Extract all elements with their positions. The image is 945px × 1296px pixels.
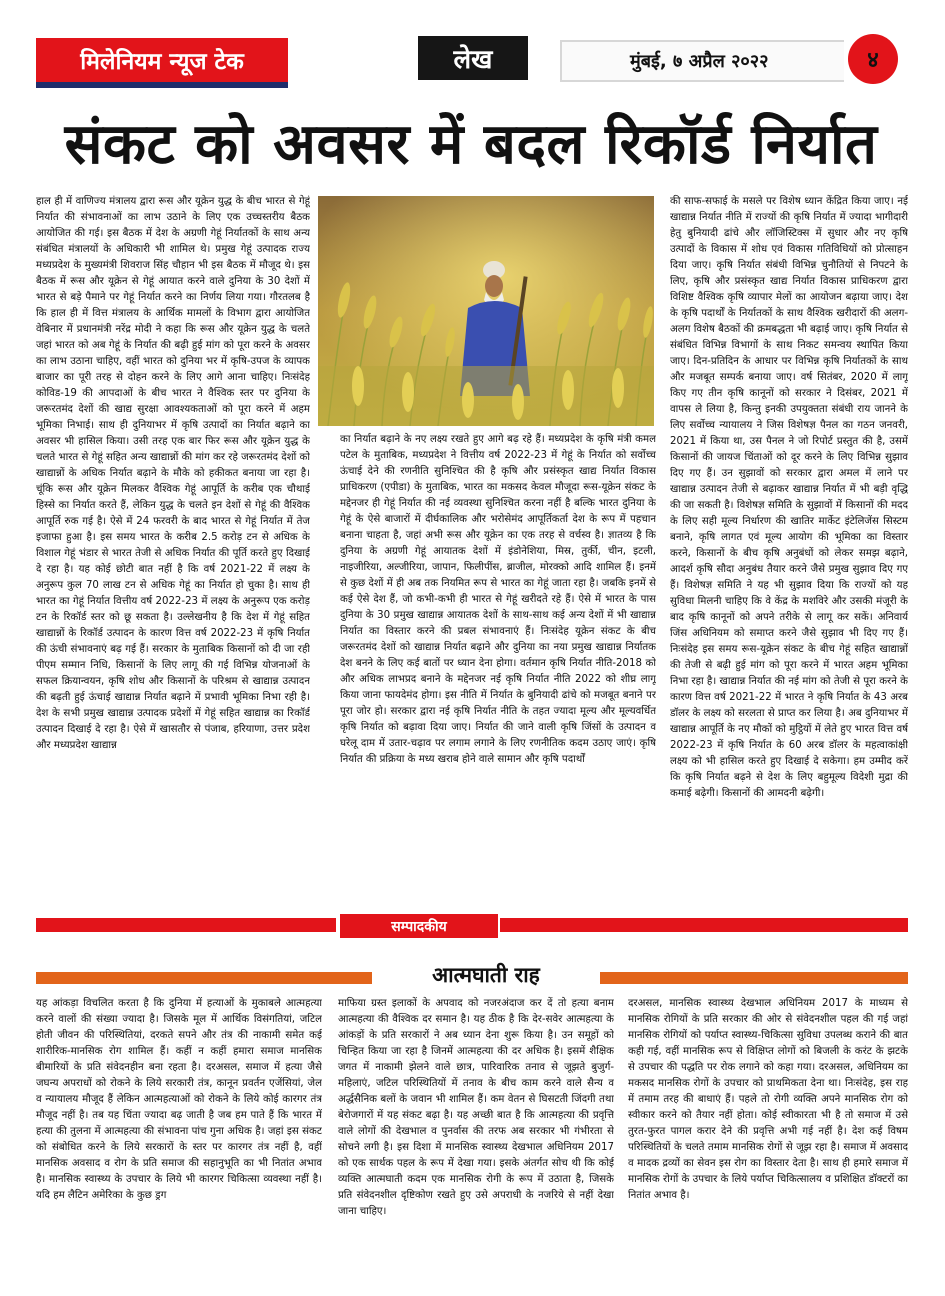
- article-col1-text: हाल ही में वाणिज्य मंत्रालय द्वारा रूस और यूक्रेन युद्ध के बीच भारत से गेहूं निर्यात की संभावनाओं का लाभ उठाने के लिए एक उच्चस्तरीय बैठक आयोजित की गई। इस बैठक में देश के अग्रणी गेहूं निर्यातकों के साथ अन्य संबंधित मंत्रालयों के अधिकारी भी शामिल थे। प्रमुख गेहूं उत्पादक राज्य मध्यप्रदेश के मुख्यमंत्री शिवराज सिंह चौहान भी इस बैठक में मौजूद थे। इस बैठक में रूस और यूक्रेन से गेहूं आयात करने वाले दुनिया के 30 देशों में भारत से बड़े पैमाने पर गेहूं निर्यात करने का निर्णय लिया गया। गौरतलब है कि हाल ही में वित्त मंत्रालय के आर्थिक मामलों के विभाग द्वारा आयोजित वेबिनार में प्रधानमंत्री नरेंद्र मोदी ने कहा कि रूस और यूक्रेन युद्ध के चलते जहां भारत को अब गेहूं के निर्यात की बढ़ी हुई मांग को पूरा करने के अवसर का लाभ उठाना चाहिए, वहीं भारत को दुनिया भर में कृषि-उपज के व्यापक बाजार का पूरी तरह से दोहन करने के लिए आगे आना चाहिए। निःसंदेह कोविड-19 की आपदाओं के बीच भारत ने वैश्विक स्तर पर दुनिया के जरूरतमंद देशों की खाद्य सुरक्षा आवश्यकताओं को पूरा करने में अहम भूमिका निभाई। साथ ही दुनियाभर में कृषि उत्पादों का निर्यात बढ़ाने का अवसर भी हासिल किया। उसी तरह एक बार फिर रूस और यूक्रेन युद्ध के चलते भारत से गेहूं सहित अन्य खाद्यान्नों की मांग कर रहे जरूरतमंद देशों को खाद्यान्नों के अधिक निर्यात बढ़ाने के मौके को हकीकत बनाया जा रहा है। चूंकि रूस और यूक्रेन मिलकर वैश्विक गेहूं आपूर्ति के करीब एक चौथाई हिस्से का निर्यात करते हैं, लेकिन युद्ध के चलते इन देशों से गेहूं की वैश्विक आपूर्ति रुक गई है। ऐसे में 24 फरवरी के बाद भारत से गेहूं निर्यात में तेज इजाफा हुआ है। इस समय भारत के करीब 2.5 करोड़ टन से अधिक के विशाल गेहूं भंडार से भारत तेजी से अधिक निर्यात की पूर्ति करते हुए दिखाई दे रहा है। यह कोई छोटी बात नहीं है कि वर्ष 2021-22 में लक्ष्य के अनुरूप कुल 70 लाख टन से अधिक गेहूं का निर्यात हो चुका है। साथ ही भारत का गेहूं निर्यात वित्तीय वर्ष 2022-23 में लक्ष्य के अनुरूप एक करोड़ टन के रिकॉर्ड स्तर को छू सकता है। उल्लेखनीय है कि देश में गेहूं सहित खाद्यान्नों के रिकॉर्ड उत्पादन के कारण वित्त वर्ष 2022-23 में कृषि निर्यात की ऊंची संभावनाएं बढ़ गई हैं। सरकार के मुताबिक किसानों को दी जा रही पीएम सम्मान निधि, किसानों के लिए लागू की गई विभिन्न योजनाओं के सफल क्रियान्वयन, कृषि शोध और किसानों के परिश्रम से खाद्यान्न उत्पादन की बढ़ती हुई ऊंचाई खाद्यान्न निर्यात बढ़ाने में प्रभावी भूमिका निभा रही है। देश के सभी प्रमुख खाद्यान्न उत्पादक प्रदेशों में गेहूं सहित खाद्यान्न का रिकॉर्ड उत्पादन दिखाई दे रहा है। ऐसे में खासतौर से पंजाब, हरियाणा, उत्तर प्रदेश और मध्यप्रदेश खाद्यान्न: [36, 196, 310, 751]
- masthead-rule: [36, 82, 288, 88]
- editorial-band-right: [500, 918, 908, 932]
- editorial-title-bar-right: [600, 972, 908, 984]
- editorial-column-2: [338, 996, 614, 1260]
- editorial-column-3: [628, 996, 908, 1260]
- wheat-field-illustration: [318, 196, 654, 426]
- issue-date: मुंबई, ७ अप्रैल २०२२: [560, 40, 844, 82]
- editorial-col3-text: दरअसल, मानसिक स्वास्थ्य देखभाल अधिनियम 2017 के माध्यम से मानसिक रोगियों के प्रति सरकार की ओर से संवेदनशील पहल की गई जहां मानसिक रोगियों को पर्याप्त स्वास्थ्य-चिकित्सा सुविधा उपलब्ध कराने की बात कही गई, वहीं मानसिक रूप से विक्षिप्त लोगों को बिजली के करंट के झटके से उपचार की पद्धति पर रोक लगाने को कहा गया। दरअसल, अधिनियम का मकसद मानसिक रोगों के उपचार को प्राथमिकता देना था। निःसंदेह, इस राह में तमाम तरह की बाधाएं हैं। पहले तो रोगी व्यक्ति अपने मानसिक रोग को स्वीकार करने को तैयार नहीं होता। कोई स्वीकारता भी है तो समाज में उसे तुरत-फुरत पागल करार देने की प्रवृत्ति अभी गई नहीं है। देश कई विषम परिस्थितियों के चलते तमाम मानसिक रोगों से जूझ रहा है। समाज में अवसाद व मादक द्रव्यों का सेवन इस रोग का विस्तार देता है। साथ ही हमारे समाज में मानसिक रोगों के उपचार के लिये पर्याप्त चिकित्सालय व प्रशिक्षित डॉक्टरों का नितांत अभाव है।: [628, 998, 908, 1201]
- article-col3-text: की साफ-सफाई के मसले पर विशेष ध्यान केंद्रित किया जाए। नई खाद्यान्न निर्यात नीति में राज्यों की कृषि निर्यात में ज्यादा भागीदारी हेतु बुनियादी ढांचे और लॉजिस्टिक्स में सुधार और नए कृषि उत्पादों के विकास में शोध एवं विकास गतिविधियों को प्रोत्साहन दिया जाए। कृषि निर्यात संबंधी विभिन्न चुनौतियों से निपटने के लिए, कृषि और प्रसंस्कृत खाद्य निर्यात विकास प्राधिकरण द्वारा विशिष्ट वैश्विक कृषि व्यापार मेलों का आयोजन बढ़ाया जाए। देश के कृषि पदार्थों के निर्यातकों के साथ वैश्विक खरीदारों की अलग-अलग विशेष बैठकों की क्रमबद्धता भी बढ़ाई जाए। कृषि निर्यात से संबंधित विभिन्न विभागों के साथ निकट समन्वय स्थापित किया जाए। दिन-प्रतिदिन के आधार पर विभिन्न कृषि निर्यातकों के साथ और मजबूत सम्पर्क बनाया जाए। वर्ष सितंबर, 2020 में लागू किए गए तीन कृषि कानूनों को सरकार ने दिसंबर, 2021 में वापस ले लिया है, किन्तु इनकी उपयुक्तता संबंधी राय जानने के लिए सर्वोच्च न्यायालय ने जिस विशेषज्ञ पैनल का गठन जनवरी, 2021 में किया था, उस पैनल ने जो रिपोर्ट प्रस्तुत की है, उसमें किसानों की जायज चिंताओं को दूर करने के लिए विभिन्न सुझाव दिए गए हैं। उन सुझावों को सरकार द्वारा अमल में लाने पर खाद्यान्न उत्पादन तेजी से बढ़ाकर खाद्यान्न निर्यात में भी बड़ी वृद्धि की जा सकती है। विशेषज्ञ समिति के सुझावों में किसानों की मदद के लिए सही मूल्य निर्धारण की खातिर मार्केट इंटेलिजेंस सिस्टम बनाने, कृषि लागत एवं मूल्य आयोग की भूमिका का विस्तार करने, किसानों के बीच कृषि अनुबंधों को लेकर समझ बढ़ाने, आदर्श कृषि सौदा अनुबंध तैयार करने जैसे प्रमुख सुझाव दिए गए हैं। विशेषज्ञ समिति ने यह भी सुझाव दिया कि राज्यों को यह सुविधा मिलनी चाहिए कि वे केंद्र के मशविरे और उसकी मंजूरी के बाद कृषि कानूनों को अपने तरीके से लागू कर सकें। अनिवार्य जिंस अधिनियम को समाप्त करने जैसे सुझाव भी दिए गए हैं। निःसंदेह इस समय रूस-यूक्रेन संकट के बीच गेहूं सहित खाद्यान्नों की तेजी से बढ़ी हुई मांग को पूरा करने में भारत अहम भूमिका निभा रहा है। खाद्यान्न निर्यात की नई मांग को तेजी से पूरा करने के कारण वित्त वर्ष 2021-22 में भारत ने कृषि निर्यात के 43 अरब डॉलर के लक्ष्य को सरलता से प्राप्त कर लिया है। अब दुनियाभर में खाद्यान्न आपूर्ति के नए मौकों को मुट्ठियों में लेते हुए भारत वित्त वर्ष 2022-23 में कृषि निर्यात के 60 अरब डॉलर के महत्वाकांक्षी लक्ष्य को भी हासिल करते हुए दिखाई दे सकेगा। हम उम्मीद करें कि कृषि निर्यात बढ़ने से देश के लिए बहुमूल्य विदेशी मुद्रा की कमाई बढ़ेगी। किसानों की आमदनी बढ़ेगी।: [670, 196, 908, 799]
- editorial-col1-text: यह आंकड़ा विचलित करता है कि दुनिया में हत्याओं के मुकाबले आत्महत्या करने वालों की संख्या ज्यादा है। जिसके मूल में आर्थिक विसंगतियां, जटिल होती जीवन की परिस्थितियां, दरकते सपने और तंत्र की नाकामी समेत कई शारीरिक-मानसिक रोग शामिल हैं। कहीं न कहीं हमारा समाज मानसिक बीमारियों के प्रति संवेदनहीन बना रहता है। दरअसल, समाज में हत्या जैसे जघन्य अपराधों को रोकने के लिये सरकारी तंत्र, कानून प्रवर्तन एजेंसियां, जेल व न्यायालय मौजूद हैं लेकिन आत्महत्याओं को रोकने के लिये कोई कारगर तंत्र मौजूद नहीं है। तब यह चिंता ज्यादा बढ़ जाती है जब हम पाते हैं कि भारत में हत्या की तुलना में आत्महत्या की संभावना पांच गुना अधिक है। जहां इस संकट को संबोधित करने के लिये सरकारों के स्तर पर कारगर तंत्र नहीं है, वहीं मानसिक अवसाद व रोग के प्रति समाज की सहानुभूति का भी नितांत अभाव है। मानसिक स्वास्थ्य के उपचार के लिये भी कारगर चिकित्सा व्यवस्था नहीं है। यदि हम लैटिन अमेरिका के कुछ ड्रग: [36, 998, 322, 1201]
- article-headline: संकट को अवसर में बदल रिकॉर्ड निर्यात: [64, 112, 878, 177]
- editorial-tag: सम्पादकीय: [340, 914, 498, 938]
- farmer-wheat-photo: [318, 196, 654, 426]
- section-label: लेख: [418, 36, 528, 80]
- page-number-badge: ४: [848, 34, 898, 84]
- editorial-title: आत्मघाती राह: [432, 963, 540, 987]
- editorial-col2-text: माफिया ग्रस्त इलाकों के अपवाद को नजरअंदाज कर दें तो हत्या बनाम आत्महत्या की वैश्विक दर समान है। यह ठीक है कि देर-सवेर आत्महत्या के आंकड़ों के प्रति सरकारों ने अब ध्यान देना शुरू किया है। उन समूहों को चिन्हित किया जा रहा है जिनमें आत्महत्या की दर अधिक है। इसमें शैक्षिक जगत में नाकामी झेलने वाले छात्र, पारिवारिक तनाव से जूझते बुजुर्ग-महिलाएं, जटिल परिस्थितियों में तनाव के बीच काम करने वाले सैन्य व अर्द्धसैनिक बलों के जवान भी शामिल हैं। कम वेतन से घिसटती जिंदगी तथा बेरोजगारों में यह संकट बढ़ा है। यह अच्छी बात है कि आत्महत्या की प्रवृत्ति वाले लोगों की देखभाल व पुनर्वास की तरफ अब सरकार भी गंभीरता से सोचने लगी है। इस दिशा में मानसिक स्वास्थ्य देखभाल अधिनियम 2017 को एक सार्थक पहल के रूप में देखा गया। इसके अंतर्गत सोच थी कि कोई व्यक्ति आत्मघाती कदम एक मानसिक रोगी के रूप में उठाता है, जिसके प्रति संवेदनशील दृष्टिकोण रखते हुए उसे अपराधी के नजरिये से नहीं देखा जाना चाहिए।: [338, 998, 614, 1217]
- article-column-2: [340, 432, 656, 908]
- editorial-title-bar-left: [36, 972, 372, 984]
- article-column-3: [670, 194, 908, 908]
- article-col2-text: का निर्यात बढ़ाने के नए लक्ष्य रखते हुए आगे बढ़ रहे हैं। मध्यप्रदेश के कृषि मंत्री कमल पटेल के मुताबिक, मध्यप्रदेश ने वित्तीय वर्ष 2022-23 में गेहूं के निर्यात को सर्वोच्च ऊंचाई देने की रणनीति सुनिश्चित की है कृषि और प्रसंस्कृत खाद्य निर्यात विकास प्राधिकरण (एपीडा) के मुताबिक, भारत का मकसद केवल मौजूदा रूस-यूक्रेन संकट के मद्देनजर ही गेहूं निर्यात की नई व्यवस्था सुनिश्चित करना नहीं है बल्कि भारत दुनिया के गेहूं के ऐसे बाजारों में दीर्घकालिक और भरोसेमंद आपूर्तिकर्ता देश के रूप में पहचान बनाना चाहता है, जहां अभी रूस और यूक्रेन का एक तरह से वर्चस्व है। ज्ञातव्य है कि दुनिया के अग्रणी गेहूं आयातक देशों में इंडोनेशिया, मिस्र, तुर्की, चीन, इटली, नाइजीरिया, अल्जीरिया, जापान, फिलीपींस, ब्राजील, मोरक्को आदि शामिल हैं। इनमें से कुछ देशों में ही अब तक नियमित रूप से भारत का गेहूं जाता रहा है। जबकि इनमें से कई ऐसे देश हैं, जो कभी-कभी ही भारत से गेहूं खरीदते रहे हैं। ऐसे में भारत के पास दुनिया के 30 प्रमुख खाद्यान्न आयातक देशों के साथ-साथ कई अन्य देशों में भी खाद्यान्न निर्यात का विस्तार करने की प्रबल संभावनाएं हैं। निःसंदेह यूक्रेन संकट के बीच जरूरतमंद देशों को खाद्यान्न निर्यात बढ़ाने और दुनिया का नया प्रमुख खाद्यान्न निर्यातक देश बनने के लिए कई बातों पर ध्यान देना होगा। वर्तमान कृषि निर्यात नीति-2018 को और अधिक लाभप्रद बनाने के मद्देनजर नई कृषि निर्यात नीति 2022 को शीघ्र लागू किया जाना फायदेमंद होगा। इस नीति में निर्यात के बुनियादी ढांचे को मजबूत बनाने पर पूरा जोर हो। सरकार द्वारा नई कृषि निर्यात नीति के तहत ज्यादा मूल्य और मूल्यवर्धित कृषि निर्यात को बढ़ावा दिया जाए। निर्यात की जाने वाली कृषि जिंसों के उत्पादन व घरेलू दाम में उतार-चढ़ाव पर लगाम लगाने के लिए रणनीतिक कदम उठाए जाएं। कृषि निर्यात की प्रक्रिया के मध्य खराब होने वाले सामान और कृषि पदार्थों: [340, 434, 656, 765]
- masthead-paper-name: मिलेनियम न्यूज टेक: [36, 38, 288, 82]
- editorial-band-left: [36, 918, 336, 932]
- editorial-column-1: [36, 996, 322, 1260]
- article-column-1: [36, 194, 310, 908]
